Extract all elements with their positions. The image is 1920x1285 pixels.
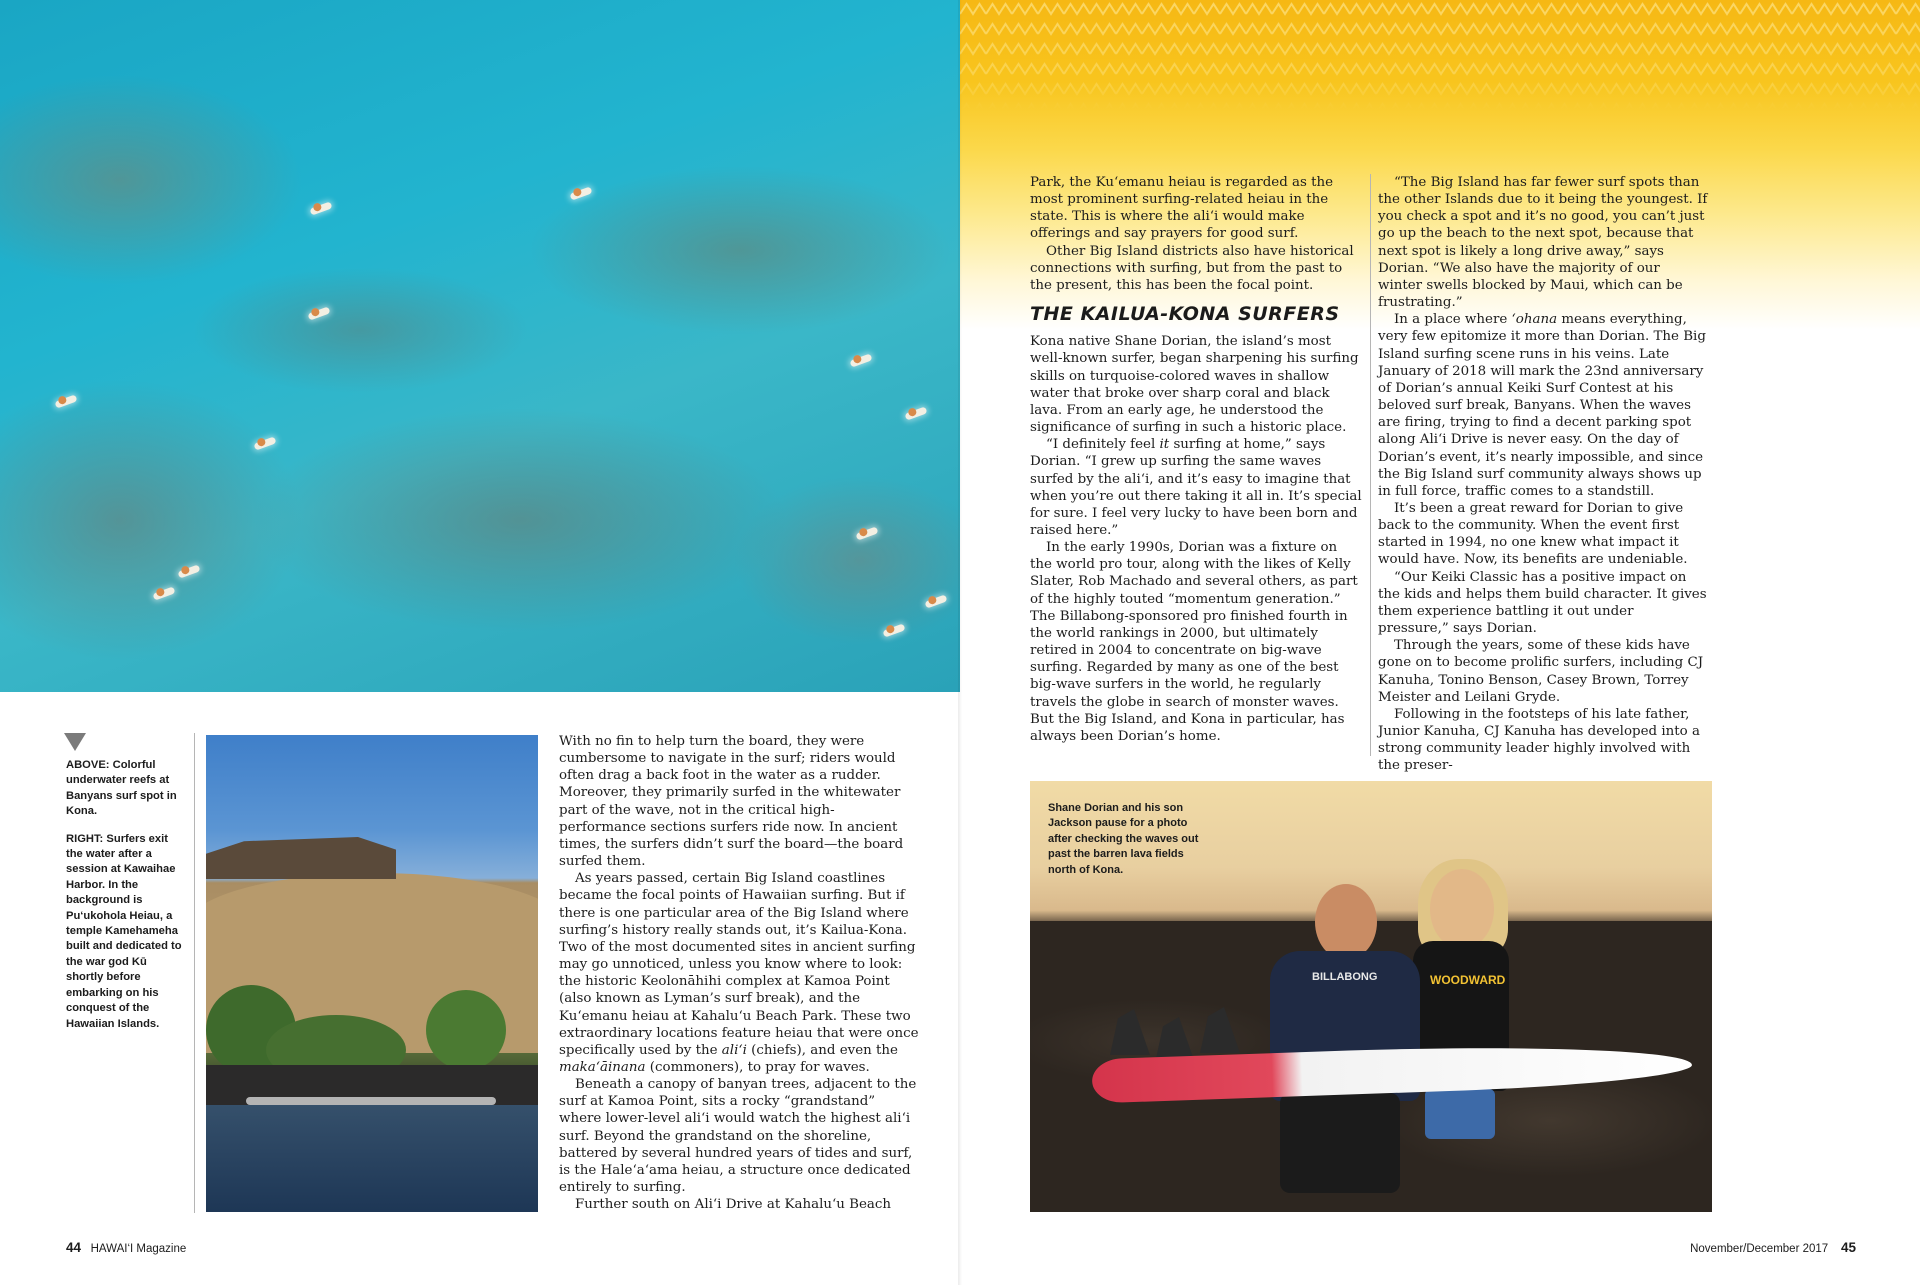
folio-left xyxy=(66,1240,186,1255)
paragraph: “I definitely feel it surfing at home,” says Dorian. “I grew up surfing the same waves surfed by the ali‘i, and it’s easy to imagine that when you’re out there taking it all in. It’s special for sure. I feel very lucky to have been born and raised here.” xyxy=(1030,437,1362,538)
paragraph: It’s been a great reward for Dorian to give back to the community. When the event first started in 1994, no one knew what impact it would have. Now, its benefits are undeniable. xyxy=(1378,500,1688,568)
caption-right: RIGHT: Surfers exit the water after a session at Kawaihae Harbor. In the background is Pu‘ukohola Heiau, a temple Kamehameha built and dedicated to the war god Kū shortly before embarking on his conquest of the Hawaiian Islands. xyxy=(66,832,182,1030)
section-heading: THE KAILUA-KONA SURFERS xyxy=(1030,303,1340,326)
paragraph: In the early 1990s, Dorian was a fixture on the world pro tour, along with the likes of Kelly Slater, Rob Machado and several others, as part of the highly touted “momentum generation.” The Billabong-sponsored pro finished fourth in the world rankings in 2000, but ultimately retired in 2004 to concentrate on big-wave surfing. Regarded by many as one of the best big-wave surfers in the world, he regularly travels the globe in search of monster waves. But the Big Island, and Kona in particular, has always been Dorian’s home. xyxy=(1030,540,1358,744)
article-column-3 xyxy=(1378,174,1708,774)
surfer xyxy=(307,306,330,320)
heiau-wall xyxy=(206,837,396,879)
paragraph: Beneath a canopy of banyan trees, adjacent to the surf at Kamoa Point, sits a rocky “grandstand” where lower-level ali‘i would watch the highest ali‘i surf. Beyond the grandstand on the shoreline, battered by several hundred years of tides and surf, is the Hale‘a‘ama heiau, a structure once dedicated entirely to surfing. xyxy=(559,1077,917,1196)
paragraph: Park, the Ku‘emanu heiau is regarded as the most prominent surfing-related heiau in the state. This is where the ali‘i would make offerings and say prayers for good surf. xyxy=(1030,175,1334,242)
spread-gutter xyxy=(958,0,962,1285)
surfer xyxy=(924,594,947,608)
caption-above: ABOVE: Colorful underwater reefs at Banyans surf spot in Kona. xyxy=(66,759,177,818)
paragraph: In a place where ‘ohana means everything, very few epitomize it more than Dorian. The Big Island surfing scene runs in his veins. Late January of 2018 will mark the 23nd anniversary of Dorian’s annual Keiki Surf Contest at his beloved surf break, Banyans. When the waves are firing, trying to find a decent parking spot along Ali‘i Drive is never easy. On the day of Dorian’s event, it’s nearly impossible, and since the Big Island surf community always shows up in full force, traffic comes to a standstill. xyxy=(1378,312,1706,499)
surfer xyxy=(54,394,77,408)
column-rule xyxy=(1370,174,1371,756)
surfer xyxy=(904,406,927,420)
paragraph: Following in the footsteps of his late father, Junior Kanuha, CJ Kanuha has developed into a strong community leader highly involved with the preser- xyxy=(1378,706,1700,774)
surfer xyxy=(152,586,175,600)
folio-right xyxy=(1690,1240,1856,1255)
heiau-photo xyxy=(206,735,538,1212)
surfer xyxy=(849,353,872,367)
surfer xyxy=(855,526,878,540)
surfer xyxy=(309,201,332,215)
article-column-1 xyxy=(559,733,919,1213)
paragraph: Further south on Ali‘i Drive at Kahalu‘u Beach xyxy=(575,1197,891,1213)
photo-caption-left xyxy=(66,758,182,1044)
article-column-2 xyxy=(1030,174,1362,745)
paragraph: As years passed, certain Big Island coastlines became the focal points of Hawaiian surfing. But if there is one particular area of the Big Island where surfing’s history really stands out, it’s Kailua-Kona. Two of the most documented sites in ancient surfing may go unnoticed, unless you know where to look: the historic Keolonāhihi complex at Kamoa Point (also known as Lyman’s surf break), and the Ku‘emanu heiau at Kahalu‘u Beach Park. These two extraordinary locations feature heiau that were once specifically used by the ali‘i (chiefs), and even the maka‘āinana (commoners), to pray for waves. xyxy=(559,871,919,1075)
paragraph: “Our Keiki Classic has a positive impact on the kids and helps them build character. It gives them experience battling it out under pressure,” says Dorian. xyxy=(1378,569,1707,637)
column-rule xyxy=(194,733,195,1213)
paragraph: Other Big Island districts also have historical connections with surfing, but from the past to the present, this has been the focal point. xyxy=(1030,243,1354,293)
photo-caption-right: Shane Dorian and his son Jackson pause for a photo after checking the waves out past the barren lava fields north of Kona. xyxy=(1048,802,1199,876)
surfer xyxy=(177,564,200,578)
paragraph: “The Big Island has far fewer surf spots than the other Islands due to it being the youngest. If you check a spot and it’s no good, you can’t just go up the beach to the next spot, because that next spot is likely a long drive away,” says Dorian. “We also have the majority of our winter swells blocked by Maui, which can be frustrating.” xyxy=(1378,175,1708,311)
paragraph: Kona native Shane Dorian, the island’s most well-known surfer, began sharpening his surfing skills on turquoise-colored waves in shallow water that broke over sharp coral and black lava. From an early age, he understood the significance of surfing in such a historic place. xyxy=(1030,334,1359,436)
surfer xyxy=(882,623,905,637)
aerial-reef-photo xyxy=(0,0,960,692)
shirt-logo: WOODWARD xyxy=(1430,973,1506,987)
paragraph: Through the years, some of these kids have gone on to become prolific surfers, including CJ Kanuha, Tonino Benson, Casey Brown, Torrey Meister and Leilani Gryde. xyxy=(1378,638,1704,705)
publication-name: HAWAI‘I Magazine xyxy=(90,1243,187,1255)
surfer xyxy=(253,436,276,450)
paragraph: With no fin to help turn the board, they were cumbersome to navigate in the surf; riders would often drag a back foot in the water as a rudder. Moreover, they primarily surfed in the whitewater part of the wave, not in the critical high-performance sections surfers ride now. In ancient times, the surfers didn’t surf the board—the board surfed them. xyxy=(559,734,904,870)
issue-date: November/December 2017 xyxy=(1690,1243,1829,1255)
page-number: 45 xyxy=(1840,1240,1856,1255)
surfer xyxy=(569,186,592,200)
caption-arrow-icon xyxy=(64,733,86,751)
shirt-logo: BILLABONG xyxy=(1312,971,1378,983)
page-number: 44 xyxy=(66,1240,82,1255)
